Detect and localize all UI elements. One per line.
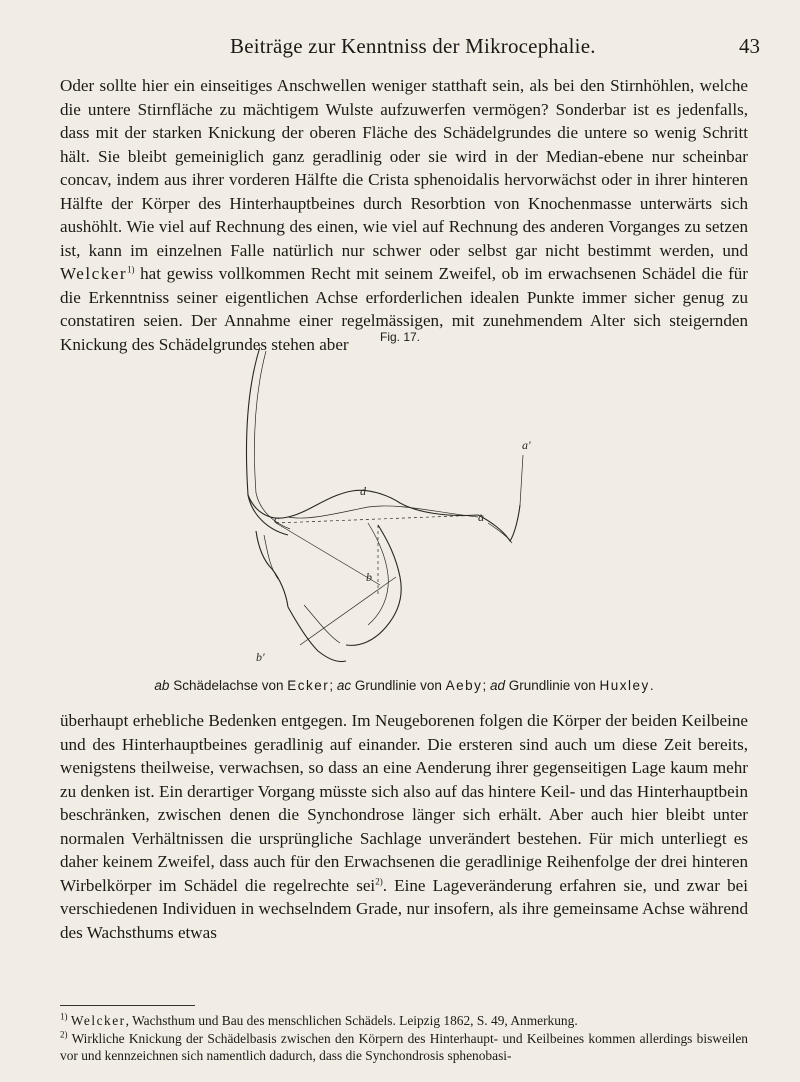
footnote-ref[interactable]: 2) <box>375 875 383 886</box>
footnote <box>60 1030 748 1064</box>
skull-base-diagram <box>228 345 548 675</box>
caption-author: Huxley <box>599 678 650 693</box>
label-d: d <box>360 484 366 498</box>
author-name: Welcker <box>60 264 128 283</box>
caption-abbr: ab <box>154 678 170 693</box>
axis-ab-prime <box>300 577 396 645</box>
caption-text: Grundlinie von <box>504 678 600 693</box>
footnote-author: Welcker <box>70 1013 126 1028</box>
paragraph <box>60 709 748 944</box>
skull-outline-inner <box>254 351 290 529</box>
caption-text: ; <box>329 678 337 693</box>
clivus-line <box>288 506 478 518</box>
caption-abbr: ad <box>489 678 505 693</box>
footnote-text: , Wachsthum und Bau des menschlichen Schädels. Leipzig 1862, S. 49, Anmerkung. <box>125 1013 578 1028</box>
sphenoid-body <box>346 525 401 645</box>
footnote-number: 2) <box>60 1029 68 1040</box>
axis-ab <box>276 515 482 523</box>
figure-label: Fig. 17. <box>379 330 421 344</box>
palate-line <box>304 605 340 643</box>
caption-text: Grundlinie von <box>351 678 446 693</box>
running-title: Beiträge zur Kenntniss der Mikrocephalie. <box>230 34 596 58</box>
running-header <box>60 34 760 62</box>
paragraph <box>60 74 748 356</box>
paragraph-text: überhaupt erhebliche Bedenken entgegen. Im Neugeborenen folgen die Körper der beiden Keilbeine und des Hinterhauptbeines geradlinig auf einander. Die ersteren sind auch um diese Zeit bereits, wenigstens theilweise, verwachsen, so dass an eine Aenderung ihrer gegenseitigen Lage kaum mehr zu denken ist. Ein derartiger Vorgang müsste sich also auf das hintere Keil- und das Hinterhauptbein beschränken, zwischen denen die Synchondrose länger sich erhält. Aber auch hier bleibt unter normalen Verhältnissen die ursprüngliche Sachlage unverändert bestehen. Für mich unterliegt es daher keinem Zweifel, dass auch für den Erwachsenen die geradlinige Reihenfolge der drei hinteren Wirbelkörper im Schädel die regelrechte sei <box>60 711 748 895</box>
caption-author: Aeby <box>445 678 483 693</box>
axis-ac <box>276 523 380 585</box>
footnote-number: 1) <box>60 1011 68 1022</box>
footnote-divider <box>60 1005 195 1006</box>
footnote <box>60 1012 748 1029</box>
caption-text: ; <box>482 678 490 693</box>
footnote-text: Wirkliche Knickung der Schädelbasis zwischen den Körpern des Hinterhaupt- und Keilbeines kommen allerdings bisweilen vor und kennzeichnen sich namentlich dadurch, dass die Synchondrosis sphenobasi- <box>60 1031 749 1063</box>
occipital-outline <box>478 505 520 541</box>
skull-outline <box>247 347 289 535</box>
page-number: 43 <box>739 34 760 58</box>
label-c: c <box>274 512 280 526</box>
occipital-inner <box>488 455 523 543</box>
caption-author: Ecker <box>287 678 330 693</box>
paragraph-text: Oder sollte hier ein einseitiges Anschwellen weniger statthaft sein, als bei den Stirnhöhlen, welche die untere Stirnfläche zu mächtigem Wulste aufzuwerfen vermögen? Sonderbar ist es jedenfalls, dass mit der starken Knickung der oberen Fläche des Schädelgrundes die untere so wenig Schritt hält. Sie bleibt gemeiniglich ganz geradlinig oder sie wird in der Median-ebene nur scheinbar concav, indem aus ihrer vorderen Hälfte die Crista sphenoidalis hervorwächst oder in ihrer hinteren Hälfte der Körper des Hinterhauptbeines durch Resorbtion von Knochenmasse unterwärts sich aushöhlt. Wie viel auf Rechnung des einen, wie viel auf Rechnung des anderen Vorganges zu setzen ist, kann im einzelnen Falle natürlich nur schwer oder selbst gar nicht bestimmt werden, und <box>60 76 748 260</box>
caption-abbr: ac <box>336 678 352 693</box>
figure-caption <box>60 678 748 693</box>
caption-text: . <box>649 678 654 693</box>
facial-outline <box>256 531 288 607</box>
label-b-prime: b' <box>256 650 265 664</box>
label-a-prime: a' <box>522 438 531 452</box>
footnote-ref[interactable]: 1) <box>127 264 135 275</box>
caption-text: Schädelachse von <box>169 678 288 693</box>
label-a: a <box>478 510 484 524</box>
mandible-outline <box>288 607 346 662</box>
label-b: b <box>366 570 372 584</box>
maxilla-outline <box>264 535 278 579</box>
paragraph-text: hat gewiss vollkommen Recht mit seinem Zweifel, ob im erwachsenen Schädel die für die Erkenntniss seiner eigentlichen Achse erforderlichen idealen Punkte immer sicher genug zu constatiren seien. Der Annahme einer regelmässigen, mit zunehmendem Alter sich steigernden Knickung des Schädelgrundes stehen aber <box>60 264 748 354</box>
paragraph-text: . Eine Lageveränderung erfahren sie, und zwar bei verschiedenen Individuen in wechselndem Grade, nur insofern, als ihre gemeinsame Achse während des Wachsthums etwas <box>60 875 748 942</box>
